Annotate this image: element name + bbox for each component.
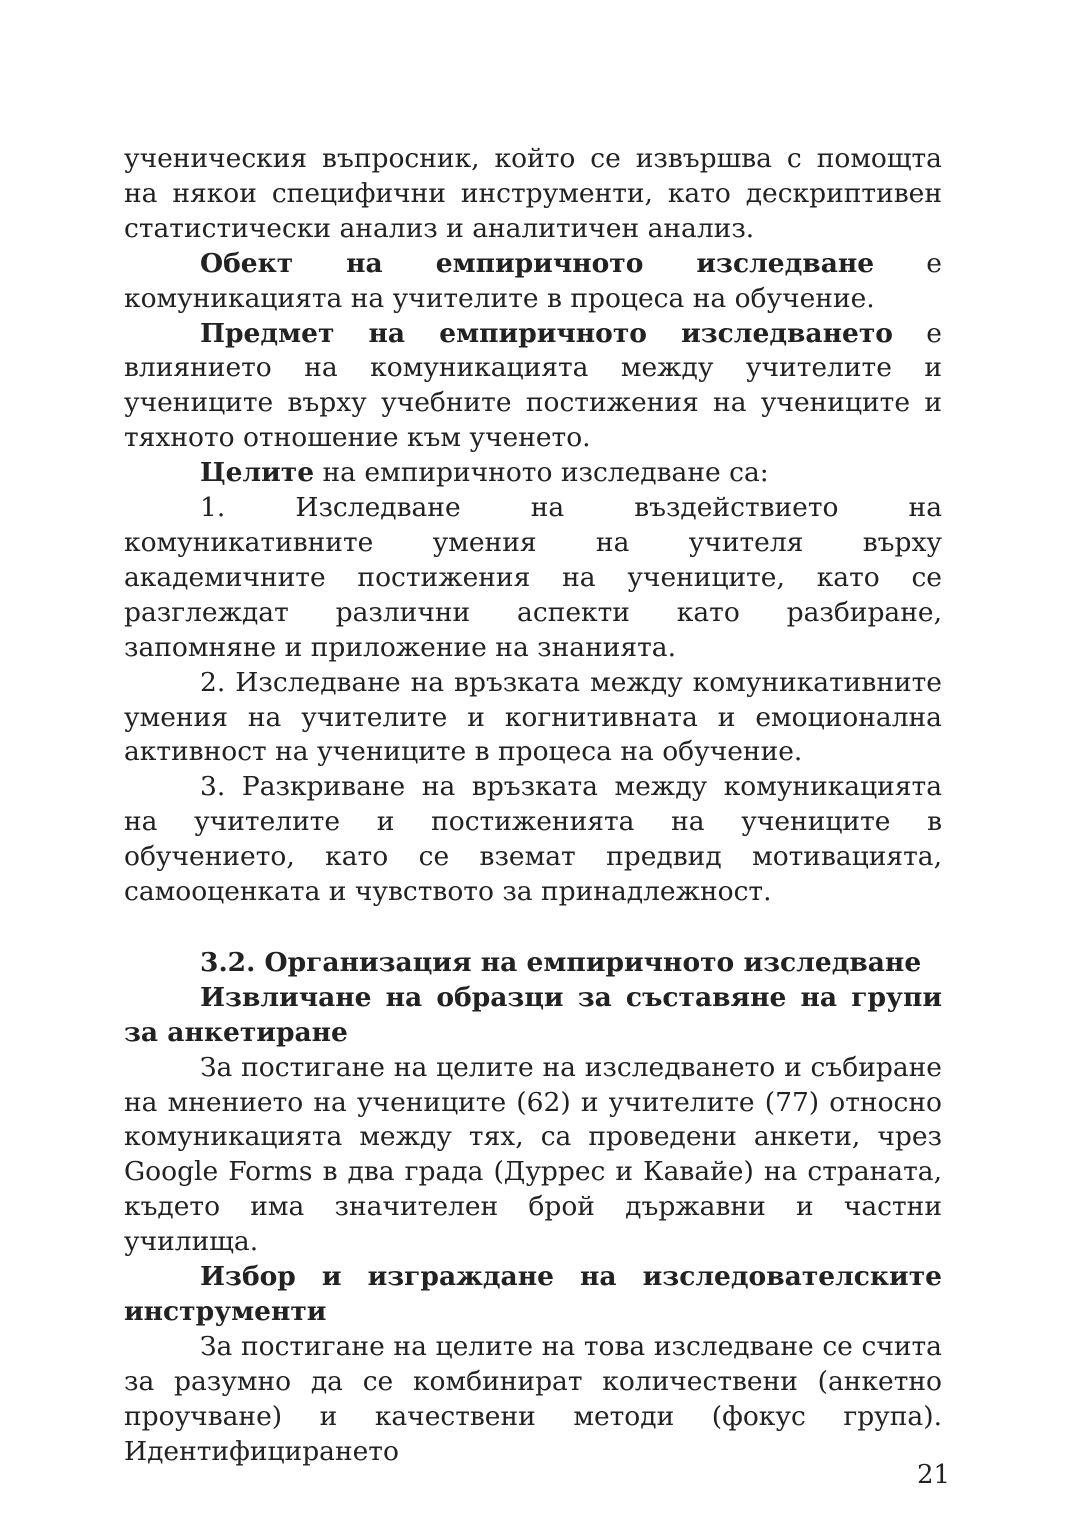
paragraph-goals-text: на емпиричното изследване са: — [314, 457, 769, 489]
paragraph-instruments: За постигане на целите на това изследване се счита за разумно да се комбинират количествени (анкетно проучване) и качествени методи (фокус група). Идентифицирането — [124, 1330, 942, 1467]
goal-item-3: 3. Разкриване на връзката между комуникацията на учителите и постиженията на учениците в обучението, като се вземат предвид мотивацията, самооценката и чувството за принадлежност. — [124, 771, 942, 908]
paragraph-object — [124, 247, 942, 317]
paragraph-object-text: е комуникацията на учителите в процеса на обучение. — [124, 247, 942, 314]
paragraph-goals — [124, 456, 942, 491]
subheading-instruments: Избор и изграждане на изследователските инструменти — [124, 1261, 942, 1327]
term-goals: Целите — [200, 457, 315, 489]
page-number: 21 — [917, 1460, 951, 1490]
document-body — [124, 142, 942, 1470]
term-object: Обект на емпиричното изследване — [200, 247, 875, 279]
goal-item-1: 1. Изследване на въздействието на комуникативните умения на учителя върху академичните постижения на учениците, като се разглеждат различни аспекти като разбиране, запомняне и приложение на знанията. — [124, 492, 942, 663]
paragraph-continuation: ученическия въпросник, който се извършва с помощта на някои специфични инструменти, като дескриптивен статистически анализ и аналитичен анализ. — [124, 143, 942, 244]
paragraph-subject — [124, 317, 942, 457]
term-subject: Предмет на емпиричното изследването — [200, 317, 893, 349]
goal-item-2: 2. Изследване на връзката между комуникативните умения на учителите и когнитивната и емоционална активност на учениците в процеса на обучение. — [124, 666, 942, 768]
paragraph-subject-text: е влиянието на комуникацията между учителите и учениците върху учебните постижения на учениците и тяхното отношение към ученето. — [124, 317, 942, 454]
subheading-sampling: Извличане на образци за съставяне на групи за анкетиране — [124, 981, 942, 1048]
section-heading: 3.2. Организация на емпиричното изследване — [200, 946, 922, 978]
paragraph-sampling: За постигане на целите на изследването и събиране на мнението на учениците (62) и учителите (77) относно комуникацията между тях, са проведени анкети, чрез Google Forms в два града (Дуррес и Кавайе) на страната, където има значителен брой държавни и частни училища. — [124, 1051, 942, 1258]
